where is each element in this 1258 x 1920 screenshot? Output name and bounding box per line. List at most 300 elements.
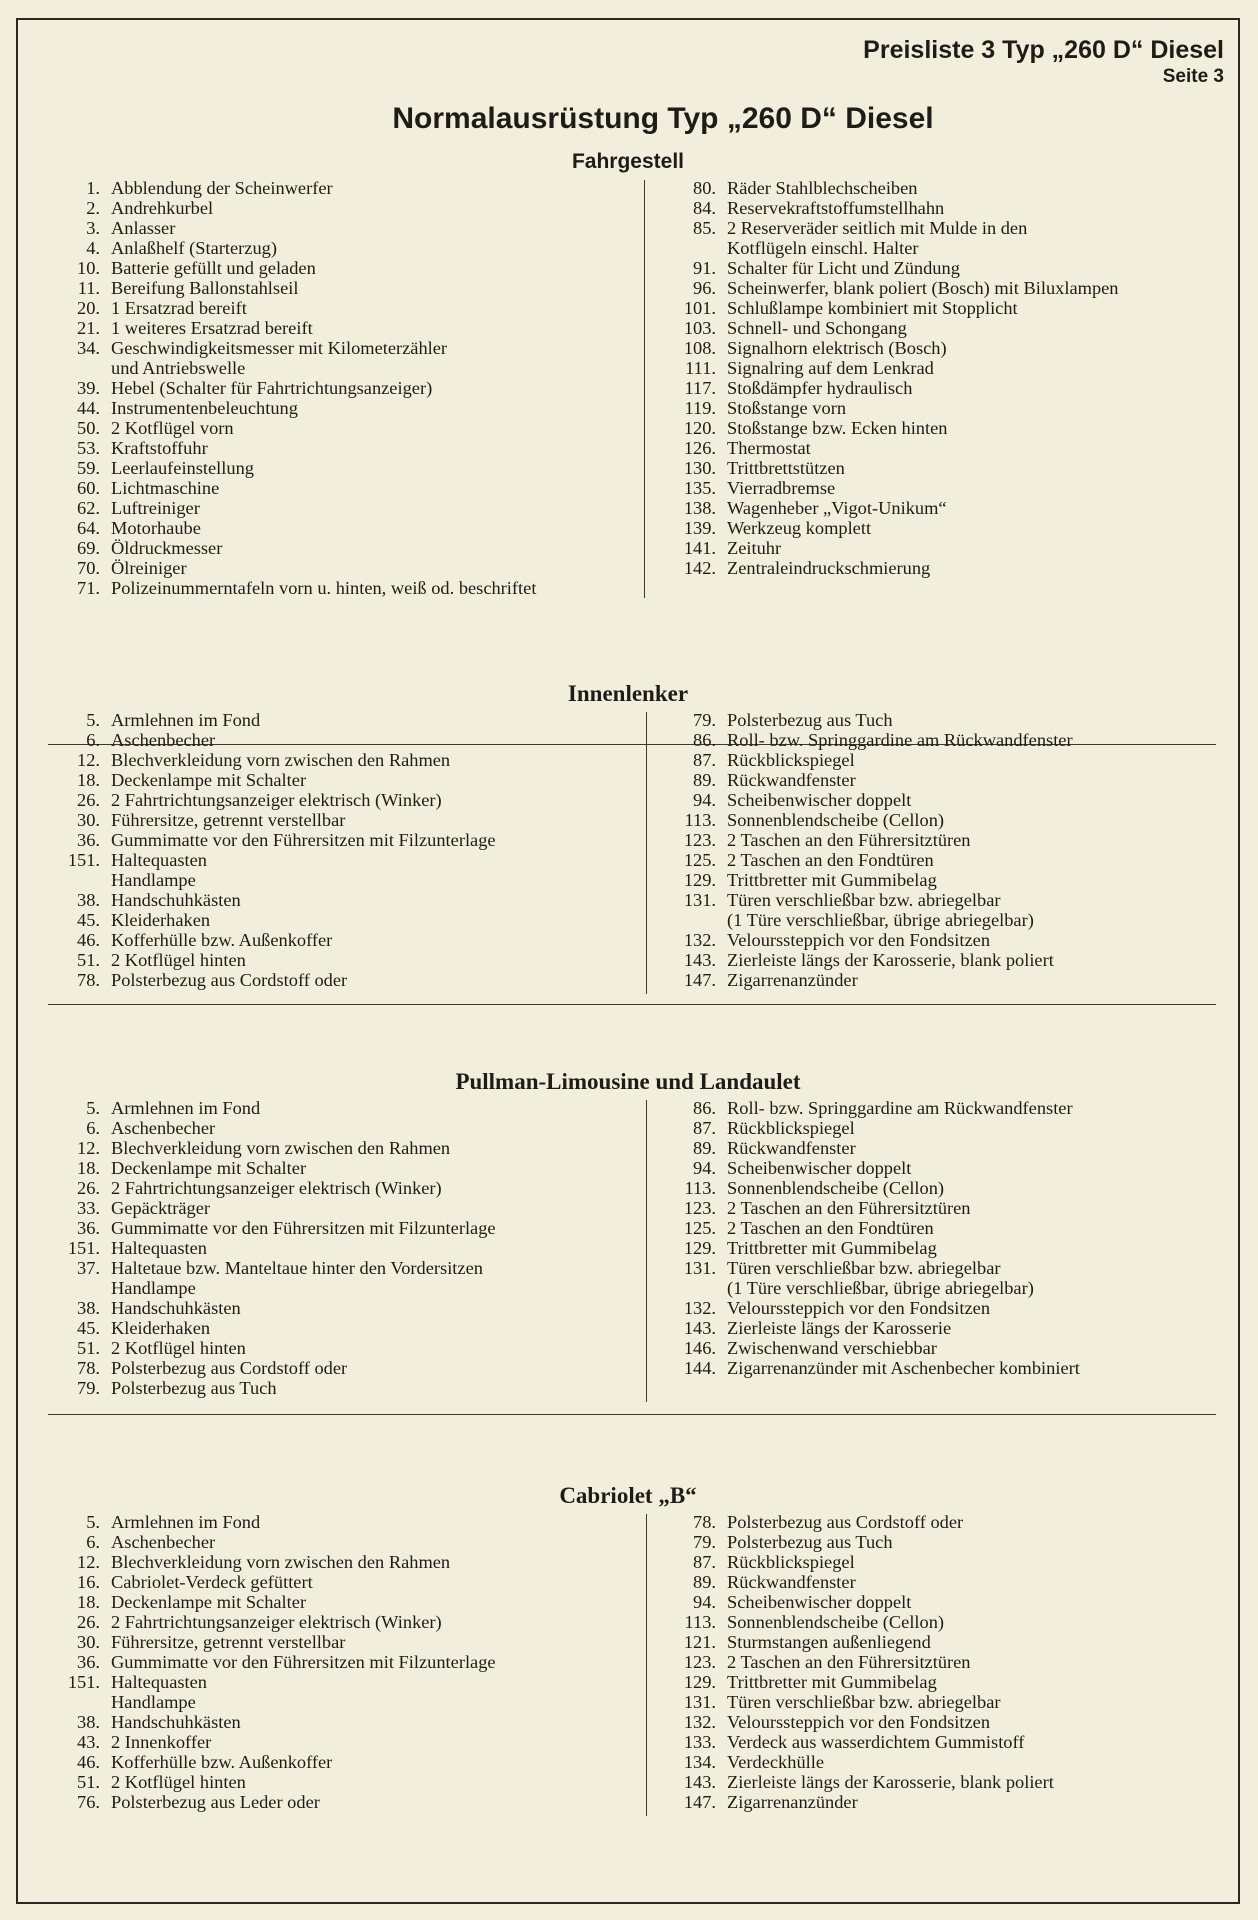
- list-item: [654, 1792, 1234, 1812]
- item-text: Rückwandfenster: [727, 770, 856, 790]
- list-item: [34, 1732, 634, 1752]
- item-number: 30.: [77, 810, 100, 830]
- item-text: Gummimatte vor den Führersitzen mit Filzunterlage: [111, 1652, 496, 1672]
- item-text: Roll- bzw. Springgardine am Rückwandfenster: [727, 1098, 1073, 1118]
- list-item: [654, 1612, 1234, 1632]
- section-rule: [48, 1004, 1216, 1005]
- column-divider: [646, 1100, 647, 1402]
- item-text: Haltequasten: [111, 1238, 208, 1258]
- column-divider: [646, 712, 647, 994]
- item-text: Armlehnen im Fond: [111, 710, 261, 730]
- item-text: Polizeinummerntafeln vorn u. hinten, weiß od. beschriftet: [111, 578, 537, 598]
- list-item: [654, 1258, 1234, 1278]
- item-text: Abblendung der Scheinwerfer: [111, 178, 333, 198]
- list-item: [34, 930, 634, 950]
- item-number: 132.: [683, 1712, 716, 1732]
- item-text: Stoßstange bzw. Ecken hinten: [727, 418, 948, 438]
- item-number: 18.: [77, 1158, 100, 1178]
- item-number: 113.: [684, 1178, 716, 1198]
- item-text: Geschwindigkeitsmesser mit Kilometerzähler: [111, 338, 448, 358]
- list-item: [34, 1178, 634, 1198]
- item-text: 2 Kotflügel vorn: [111, 418, 234, 438]
- item-number: 78.: [77, 970, 100, 990]
- item-text: Kofferhülle bzw. Außenkoffer: [111, 930, 333, 950]
- list-item: [34, 298, 634, 318]
- item-text: Kotflügeln einschl. Halter: [727, 238, 919, 258]
- list-item: [34, 1752, 634, 1772]
- list-item: [34, 1358, 634, 1378]
- item-number: 89.: [693, 1138, 716, 1158]
- list-item: [654, 238, 1234, 258]
- item-text: Deckenlampe mit Schalter: [111, 1158, 307, 1178]
- list-item: [654, 750, 1234, 770]
- list-item: [34, 558, 634, 578]
- list-item: [34, 830, 634, 850]
- list-item: [34, 1198, 634, 1218]
- item-text: Wagenheber „Vigot-Unikum“: [727, 498, 947, 518]
- item-text: Handschuhkästen: [111, 890, 241, 910]
- item-text: Scheibenwischer doppelt: [727, 1592, 912, 1612]
- list-item: [34, 1238, 634, 1258]
- list-item: [34, 198, 634, 218]
- item-text: Rückblickspiegel: [727, 1552, 855, 1572]
- item-text: 2 Fahrtrichtungsanzeiger elektrisch (Winker): [111, 790, 442, 810]
- item-number: 60.: [77, 478, 100, 498]
- item-text: Führersitze, getrennt verstellbar: [111, 810, 346, 830]
- list-item: [34, 1612, 634, 1632]
- item-text: 2 Reserveräder seitlich mit Mulde in den: [727, 218, 1028, 238]
- right-column: [654, 710, 1234, 990]
- item-text: Luftreiniger: [111, 498, 200, 518]
- item-number: 131.: [683, 890, 716, 910]
- item-number: [34, 358, 111, 378]
- item-number: 123.: [683, 1652, 716, 1672]
- item-text: Öldruckmesser: [111, 538, 223, 558]
- item-number: 44.: [77, 398, 100, 418]
- list-item: [34, 1632, 634, 1652]
- list-item: [654, 1672, 1234, 1692]
- item-text: Rückblickspiegel: [727, 1118, 855, 1138]
- item-text: 2 Kotflügel hinten: [111, 1338, 246, 1358]
- list-item: [654, 1178, 1234, 1198]
- item-text: Aschenbecher: [111, 1532, 216, 1552]
- item-number: 117.: [684, 378, 716, 398]
- item-number: 76.: [77, 1792, 100, 1812]
- list-item: [654, 478, 1234, 498]
- list-item: [34, 1552, 634, 1572]
- item-text: Haltetaue bzw. Manteltaue hinter den Vordersitzen: [111, 1258, 483, 1278]
- item-text: Stoßstange vorn: [727, 398, 847, 418]
- item-text: Vierradbremse: [727, 478, 836, 498]
- list-item: [654, 1138, 1234, 1158]
- item-text: Haltequasten: [111, 1672, 208, 1692]
- section-innenlenker: [18, 678, 1238, 1000]
- item-text: (1 Türe verschließbar, übrige abriegelbar): [727, 910, 1034, 930]
- item-number: 94.: [693, 1592, 716, 1612]
- item-text: Velourssteppich vor den Fondsitzen: [727, 1298, 991, 1318]
- list-item: [654, 850, 1234, 870]
- list-item: [34, 890, 634, 910]
- section-rule: [48, 1414, 1216, 1415]
- item-number: 69.: [77, 538, 100, 558]
- item-text: Schnell- und Schongang: [727, 318, 907, 338]
- item-number: 151.: [67, 1238, 100, 1258]
- item-text: Sonnenblendscheibe (Cellon): [727, 810, 945, 830]
- item-text: Trittbretter mit Gummibelag: [727, 1672, 937, 1692]
- item-text: Blechverkleidung vorn zwischen den Rahmen: [111, 1138, 451, 1158]
- list-item: [34, 1652, 634, 1672]
- item-number: 45.: [77, 910, 100, 930]
- item-number: 34.: [77, 338, 100, 358]
- item-number: 43.: [77, 1732, 100, 1752]
- item-text: Zigarrenanzünder: [727, 1792, 858, 1812]
- item-number: 86.: [693, 730, 716, 750]
- item-text: Polsterbezug aus Tuch: [727, 1532, 893, 1552]
- list-item: [654, 1358, 1234, 1378]
- item-number: 39.: [77, 378, 100, 398]
- item-number: 6.: [86, 1118, 100, 1138]
- item-text: 2 Taschen an den Fondtüren: [727, 1218, 934, 1238]
- item-number: 79.: [693, 710, 716, 730]
- list-item: [34, 1258, 634, 1278]
- item-number: 6.: [86, 1532, 100, 1552]
- list-item: [654, 1118, 1234, 1138]
- list-item: [654, 1692, 1234, 1712]
- list-item: [654, 730, 1234, 750]
- item-text: Rückwandfenster: [727, 1138, 856, 1158]
- item-number: 143.: [683, 1318, 716, 1338]
- item-text: Kleiderhaken: [111, 910, 211, 930]
- item-text: Armlehnen im Fond: [111, 1512, 261, 1532]
- list-item: [34, 1218, 634, 1238]
- item-number: 6.: [86, 730, 100, 750]
- item-text: Blechverkleidung vorn zwischen den Rahmen: [111, 750, 451, 770]
- item-text: Leerlaufeinstellung: [111, 458, 254, 478]
- item-text: 2 Taschen an den Führersitztüren: [727, 1198, 971, 1218]
- list-item: [654, 1712, 1234, 1732]
- item-number: 94.: [693, 790, 716, 810]
- item-number: 123.: [683, 830, 716, 850]
- item-number: 2.: [86, 198, 100, 218]
- item-number: 84.: [693, 198, 716, 218]
- item-number: 4.: [86, 238, 100, 258]
- list-item: [34, 498, 634, 518]
- list-item: [654, 710, 1234, 730]
- item-text: Gummimatte vor den Führersitzen mit Filzunterlage: [111, 1218, 496, 1238]
- item-text: 2 Taschen an den Fondtüren: [727, 850, 934, 870]
- item-number: 120.: [683, 418, 716, 438]
- item-number: 30.: [77, 1632, 100, 1652]
- item-number: 78.: [77, 1358, 100, 1378]
- list-item: [34, 1098, 634, 1118]
- item-number: 5.: [86, 1512, 100, 1532]
- item-number: 3.: [86, 218, 100, 238]
- item-text: Velourssteppich vor den Fondsitzen: [727, 1712, 991, 1732]
- price-list-page: [16, 18, 1240, 1904]
- left-column: [34, 1098, 634, 1398]
- item-number: 119.: [684, 398, 716, 418]
- item-number: 5.: [86, 710, 100, 730]
- list-item: [654, 1652, 1234, 1672]
- list-item: [34, 1532, 634, 1552]
- item-text: Trittbretter mit Gummibelag: [727, 1238, 937, 1258]
- item-number: 138.: [683, 498, 716, 518]
- item-text: Gepäckträger: [111, 1198, 211, 1218]
- list-item: [654, 810, 1234, 830]
- item-number: 132.: [683, 1298, 716, 1318]
- left-column: [34, 710, 634, 990]
- list-item: [654, 870, 1234, 890]
- item-number: 37.: [77, 1258, 100, 1278]
- list-item: [34, 790, 634, 810]
- list-item: [654, 198, 1234, 218]
- item-text: Handlampe: [111, 870, 196, 890]
- item-number: 12.: [77, 1552, 100, 1572]
- list-item: [34, 418, 634, 438]
- item-number: 38.: [77, 890, 100, 910]
- item-number: 50.: [77, 418, 100, 438]
- list-item: [34, 1512, 634, 1532]
- item-number: 12.: [77, 1138, 100, 1158]
- item-text: Türen verschließbar bzw. abriegelbar: [727, 1258, 1001, 1278]
- item-number: [654, 1278, 727, 1298]
- item-text: Kraftstoffuhr: [111, 438, 208, 458]
- item-text: Zwischenwand verschiebbar: [727, 1338, 937, 1358]
- item-text: Werkzeug komplett: [727, 518, 872, 538]
- list-item: [34, 398, 634, 418]
- section-pullman-limousine: [18, 1066, 1238, 1408]
- item-text: Handschuhkästen: [111, 1712, 241, 1732]
- list-item: [654, 930, 1234, 950]
- list-item: [654, 278, 1234, 298]
- item-number: 134.: [683, 1752, 716, 1772]
- item-number: 20.: [77, 298, 100, 318]
- list-item: [654, 1512, 1234, 1532]
- list-item: [34, 338, 634, 358]
- item-number: 89.: [693, 770, 716, 790]
- list-item: [654, 318, 1234, 338]
- list-item: [654, 358, 1234, 378]
- item-number: 91.: [693, 258, 716, 278]
- item-text: Thermostat: [727, 438, 811, 458]
- item-number: 133.: [683, 1732, 716, 1752]
- list-item: [34, 1118, 634, 1138]
- item-number: 26.: [77, 790, 100, 810]
- list-item: [654, 538, 1234, 558]
- item-number: 126.: [683, 438, 716, 458]
- item-number: 142.: [683, 558, 716, 578]
- list-item: [34, 1338, 634, 1358]
- item-number: 64.: [77, 518, 100, 538]
- item-text: Zierleiste längs der Karosserie, blank poliert: [727, 1772, 1054, 1792]
- item-number: [34, 1692, 111, 1712]
- item-number: 113.: [684, 810, 716, 830]
- item-number: [654, 910, 727, 930]
- list-item: [654, 1632, 1234, 1652]
- item-number: 147.: [683, 1792, 716, 1812]
- item-text: Polsterbezug aus Tuch: [111, 1378, 277, 1398]
- section-title: Cabriolet „B“: [559, 1483, 697, 1508]
- item-number: 113.: [684, 1612, 716, 1632]
- item-number: 33.: [77, 1198, 100, 1218]
- item-text: Polsterbezug aus Tuch: [727, 710, 893, 730]
- list-item: [34, 750, 634, 770]
- list-item: [654, 298, 1234, 318]
- item-text: Handlampe: [111, 1278, 196, 1298]
- item-text: Deckenlampe mit Schalter: [111, 770, 307, 790]
- item-text: Handschuhkästen: [111, 1298, 241, 1318]
- list-item: [654, 338, 1234, 358]
- item-number: 146.: [683, 1338, 716, 1358]
- list-item: [654, 1158, 1234, 1178]
- item-number: 144.: [683, 1358, 716, 1378]
- item-number: 70.: [77, 558, 100, 578]
- list-item: [34, 518, 634, 538]
- item-text: Reservekraftstoffumstellhahn: [727, 198, 945, 218]
- list-item: [34, 258, 634, 278]
- item-text: Führersitze, getrennt verstellbar: [111, 1632, 346, 1652]
- item-text: Haltequasten: [111, 850, 208, 870]
- list-item: [654, 1572, 1234, 1592]
- item-number: 71.: [77, 578, 100, 598]
- list-item: [34, 1158, 634, 1178]
- item-number: 129.: [683, 1238, 716, 1258]
- list-item: [654, 1752, 1234, 1772]
- item-number: 16.: [77, 1572, 100, 1592]
- item-text: Lichtmaschine: [111, 478, 220, 498]
- list-item: [654, 770, 1234, 790]
- list-item: [34, 218, 634, 238]
- list-item: [654, 1198, 1234, 1218]
- list-item: [34, 238, 634, 258]
- item-text: 2 Kotflügel hinten: [111, 950, 246, 970]
- item-text: 2 Fahrtrichtungsanzeiger elektrisch (Winker): [111, 1178, 442, 1198]
- list-item: [34, 1138, 634, 1158]
- item-text: Zeituhr: [727, 538, 782, 558]
- item-text: Kleiderhaken: [111, 1318, 211, 1338]
- item-number: 151.: [67, 850, 100, 870]
- item-text: 2 Taschen an den Führersitztüren: [727, 1652, 971, 1672]
- list-item: [34, 358, 634, 378]
- item-text: Scheibenwischer doppelt: [727, 790, 912, 810]
- item-number: 62.: [77, 498, 100, 518]
- list-item: [34, 870, 634, 890]
- item-text: Handlampe: [111, 1692, 196, 1712]
- list-item: [34, 850, 634, 870]
- item-text: Gummimatte vor den Führersitzen mit Filzunterlage: [111, 830, 496, 850]
- list-item: [34, 478, 634, 498]
- list-item: [34, 178, 634, 198]
- item-text: 1 Ersatzrad bereift: [111, 298, 247, 318]
- item-number: 103.: [683, 318, 716, 338]
- item-text: Velourssteppich vor den Fondsitzen: [727, 930, 991, 950]
- list-item: [34, 810, 634, 830]
- item-number: 53.: [77, 438, 100, 458]
- list-item: [34, 1378, 634, 1398]
- item-text: Roll- bzw. Springgardine am Rückwandfenster: [727, 730, 1073, 750]
- list-item: [654, 910, 1234, 930]
- item-number: 36.: [77, 1652, 100, 1672]
- list-item: [34, 1592, 634, 1612]
- item-text: Trittbretter mit Gummibelag: [727, 870, 937, 890]
- item-text: Stoßdämpfer hydraulisch: [727, 378, 913, 398]
- list-item: [654, 378, 1234, 398]
- item-number: 147.: [683, 970, 716, 990]
- item-text: Scheinwerfer, blank poliert (Bosch) mit Biluxlampen: [727, 278, 1119, 298]
- item-text: Signalhorn elektrisch (Bosch): [727, 338, 947, 358]
- right-column: [654, 178, 1234, 578]
- item-number: 18.: [77, 770, 100, 790]
- list-item: [34, 950, 634, 970]
- item-text: Türen verschließbar bzw. abriegelbar: [727, 890, 1001, 910]
- price-list-label: Preisliste 3 Typ „260 D“ Diesel: [863, 36, 1224, 64]
- item-text: Trittbrettstützen: [727, 458, 845, 478]
- item-number: 51.: [77, 950, 100, 970]
- item-number: [654, 238, 727, 258]
- list-item: [34, 318, 634, 338]
- item-text: Sonnenblendscheibe (Cellon): [727, 1612, 945, 1632]
- item-number: 141.: [683, 538, 716, 558]
- item-text: Instrumentenbeleuchtung: [111, 398, 298, 418]
- item-text: Aschenbecher: [111, 730, 216, 750]
- item-text: Blechverkleidung vorn zwischen den Rahmen: [111, 1552, 451, 1572]
- list-item: [34, 1318, 634, 1338]
- item-text: und Antriebswelle: [111, 358, 246, 378]
- list-item: [654, 1098, 1234, 1118]
- list-item: [34, 458, 634, 478]
- item-number: 38.: [77, 1712, 100, 1732]
- item-text: 1 weiteres Ersatzrad bereift: [111, 318, 313, 338]
- page-header: [863, 36, 1224, 89]
- item-number: 125.: [683, 850, 716, 870]
- item-text: (1 Türe verschließbar, übrige abriegelbar): [727, 1278, 1034, 1298]
- item-number: 94.: [693, 1158, 716, 1178]
- list-item: [654, 1318, 1234, 1338]
- list-item: [654, 418, 1234, 438]
- item-number: 151.: [67, 1672, 100, 1692]
- item-number: 129.: [683, 870, 716, 890]
- list-item: [654, 1592, 1234, 1612]
- item-number: [34, 870, 111, 890]
- list-item: [34, 378, 634, 398]
- left-column: [34, 178, 634, 598]
- item-number: 12.: [77, 750, 100, 770]
- item-text: Zierleiste längs der Karosserie: [727, 1318, 952, 1338]
- item-number: [34, 1278, 111, 1298]
- item-text: 2 Kotflügel hinten: [111, 1772, 246, 1792]
- item-text: Ölreiniger: [111, 558, 187, 578]
- item-number: 87.: [693, 1552, 716, 1572]
- item-text: Verdeckhülle: [727, 1752, 825, 1772]
- item-text: Zigarrenanzünder: [727, 970, 858, 990]
- list-item: [34, 1298, 634, 1318]
- item-text: Batterie gefüllt und geladen: [111, 258, 316, 278]
- item-number: 125.: [683, 1218, 716, 1238]
- item-text: Schalter für Licht und Zündung: [727, 258, 960, 278]
- item-text: Kofferhülle bzw. Außenkoffer: [111, 1752, 333, 1772]
- list-item: [654, 498, 1234, 518]
- item-text: Anlaßhelf (Starterzug): [111, 238, 277, 258]
- item-text: Räder Stahlblechscheiben: [727, 178, 918, 198]
- item-number: 143.: [683, 1772, 716, 1792]
- item-number: 45.: [77, 1318, 100, 1338]
- item-number: 139.: [683, 518, 716, 538]
- right-column: [654, 1512, 1234, 1812]
- item-number: 5.: [86, 1098, 100, 1118]
- list-item: [34, 1692, 634, 1712]
- item-text: 2 Innenkoffer: [111, 1732, 212, 1752]
- list-item: [654, 1338, 1234, 1358]
